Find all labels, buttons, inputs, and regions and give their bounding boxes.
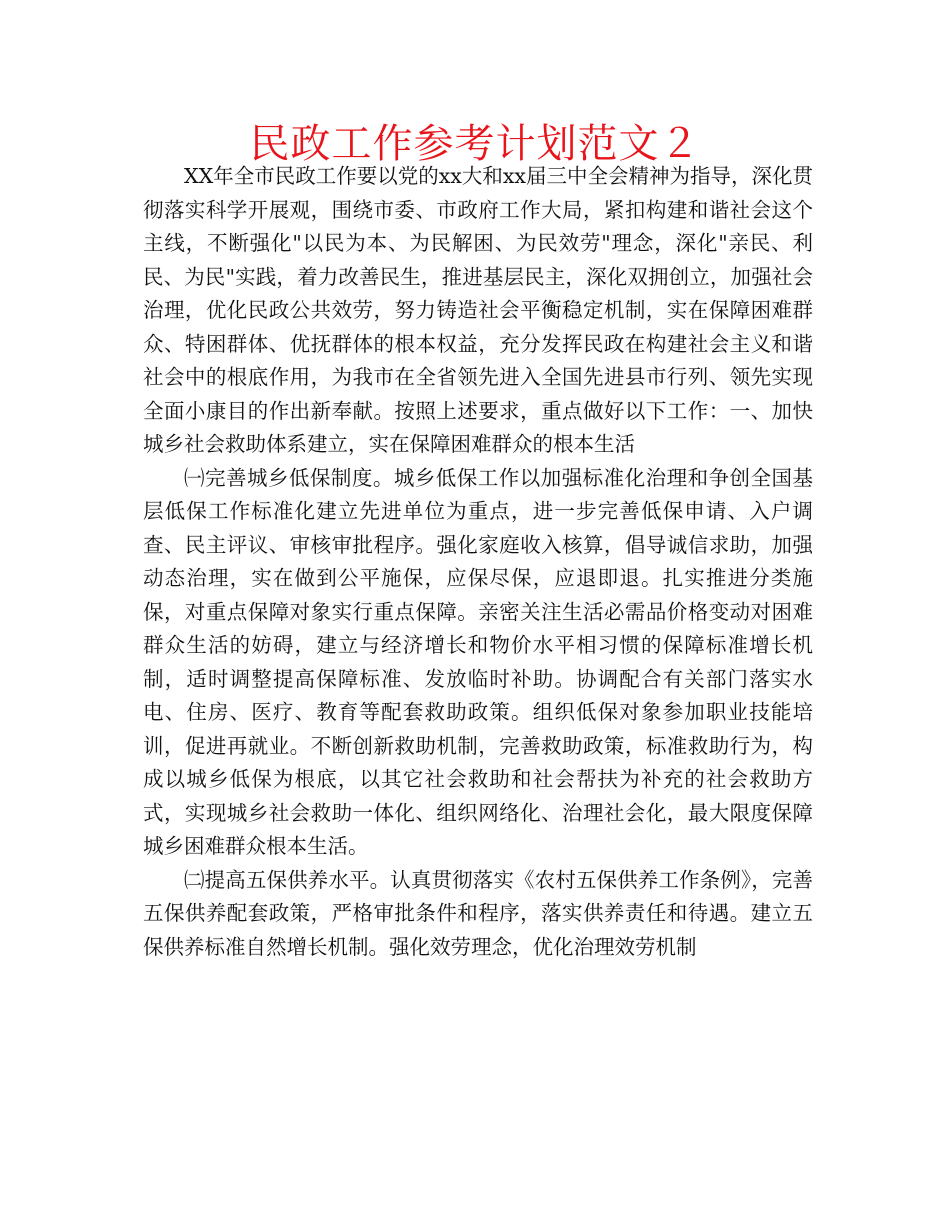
paragraph-five-guarantees: ㈡提高五保供养水平。认真贯彻落实《农村五保供养工作条例》，完善五保供养配套政策，严格审批条件和程序，落实供养责任和待遇。建立五保供养标准自然增长机制。强化效劳理念，优化治理效劳机制 bbox=[143, 867, 813, 959]
document-body bbox=[143, 160, 813, 964]
document-title: 民政工作参考计划范文２ bbox=[249, 121, 701, 167]
paragraph-intro: XX年全市民政工作要以党的xx大和xx届三中全会精神为指导，深化贯彻落实科学开展观，围绕市委、市政府工作大局，紧扣构建和谐社会这个主线，不断强化"以民为本、为民解困、为民效劳"理念，深化"亲民、利民、为民"实践，着力改善民生，推进基层民主，深化双拥创立，加强社会治理，优化民政公共效劳，努力铸造社会平衡稳定机制，实在保障困难群众、特困群体、优抚群体的根本权益，充分发挥民政在构建社会主义和谐社会中的根底作用，为我市在全省领先进入全国先进县市行列、领先实现全面小康目的作出新奉献。按照上述要求，重点做好以下工作：一、加快城乡社会救助体系建立，实在保障困难群众的根本生活 bbox=[143, 164, 813, 456]
paragraph-low-income-security: ㈠完善城乡低保制度。城乡低保工作以加强标准化治理和争创全国基层低保工作标准化建立先进单位为重点，进一步完善低保申请、入户调查、民主评议、审核审批程序。强化家庭收入核算，倡导诚信求助，加强动态治理，实在做到公平施保，应保尽保，应退即退。扎实推进分类施保，对重点保障对象实行重点保障。亲密关注生活必需品价格变动对困难群众生活的妨碍，建立与经济增长和物价水平相习惯的保障标准增长机制，适时调整提高保障标准、发放临时补助。协调配合有关部门落实水电、住房、医疗、教育等配套救助政策。组织低保对象参加职业技能培训，促进再就业。不断创新救助机制，完善救助政策，标准救助行为，构成以城乡低保为根底，以其它社会救助和社会帮扶为补充的社会救助方式，实现城乡社会救助一体化、组织网络化、治理社会化，最大限度保障城乡困难群众根本生活。 bbox=[143, 465, 813, 858]
